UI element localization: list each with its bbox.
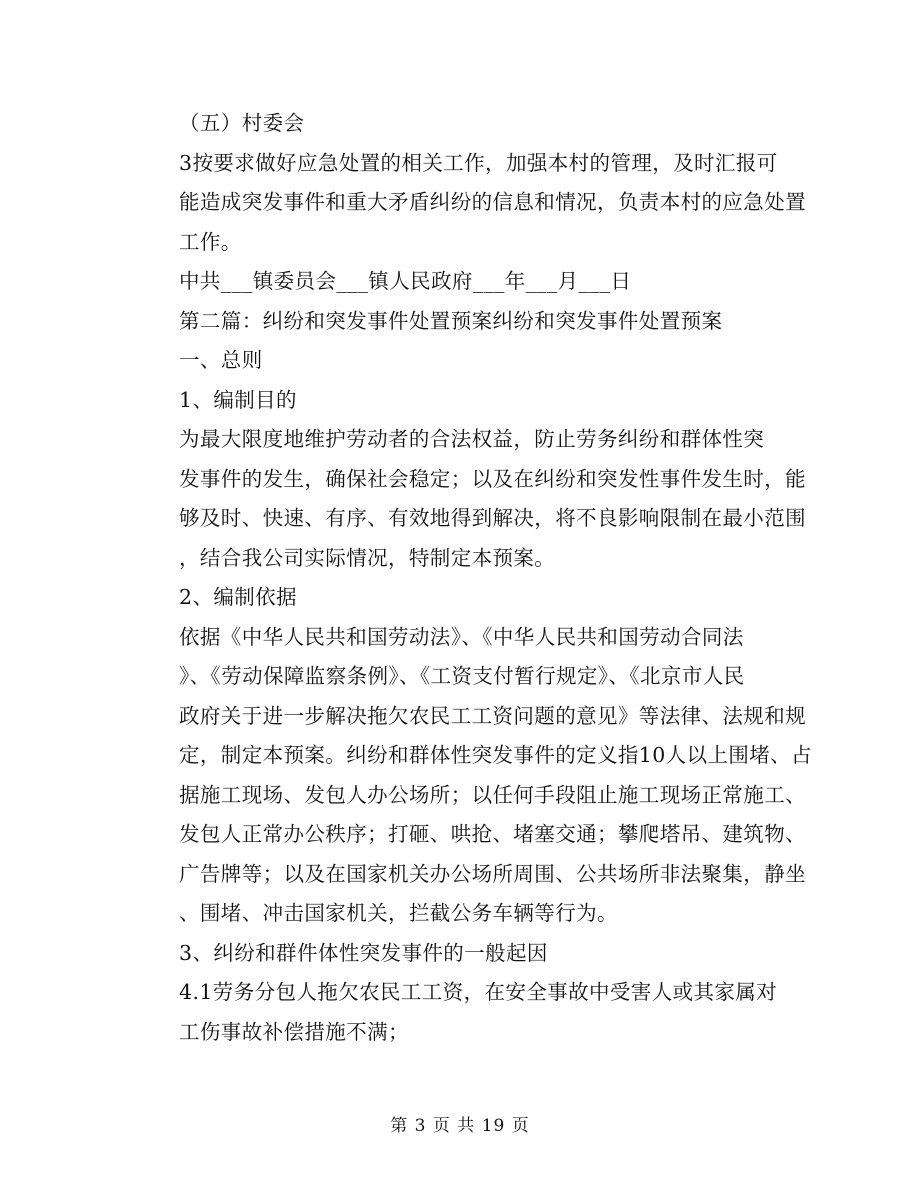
text-line: 定，制定本预案。纠纷和群体性突发事件的定义指10人以上围堵、占 <box>179 743 812 767</box>
text-line: 第二篇：纠纷和突发事件处置预案纠纷和突发事件处置预案 <box>179 308 723 333</box>
paragraph <box>138 341 778 381</box>
page-footer: 第 3 页 共 19 页 <box>390 1116 530 1136</box>
text-line: 工作。 <box>179 229 242 254</box>
text-line: 》、《劳动保障监察条例》、《工资支付暂行规定》、《北京市人民 <box>179 664 745 688</box>
text-line: 发事件的发生，确保社会稳定；以及在纠纷和突发性事件发生时，能 <box>179 466 806 491</box>
text-line: 一、总则 <box>179 348 263 372</box>
text-line: 工伤事故补偿措施不满； <box>179 1019 409 1044</box>
text-line: （五）村委会 <box>179 111 305 135</box>
text-line: 依据《中华人民共和国劳动法》、《中华人民共和国劳动合同法 <box>179 624 744 649</box>
text-line: 1、编制目的 <box>179 387 297 412</box>
paragraph <box>138 144 806 263</box>
paragraph <box>138 381 778 421</box>
text-line: 2、编制依据 <box>179 585 297 609</box>
text-line: 据施工现场、发包人办公场所；以任何手段阻止施工现场正常施工、 <box>179 782 806 807</box>
text-line: 广告牌等；以及在国家机关办公场所周围、公共场所非法聚集，静坐 <box>179 861 806 886</box>
text-line: 中共___镇委员会___镇人民政府___年___月___日 <box>179 269 632 293</box>
text-line: 为最大限度地维护劳动者的合法权益，防止劳务纠纷和群体性突 <box>179 427 765 451</box>
text-line: 、围堵、冲击国家机关，拦截公务车辆等行为。 <box>179 901 618 925</box>
text-line: 能造成突发事件和重大矛盾纠纷的信息和情况，负责本村的应急处置 <box>179 190 806 214</box>
paragraph <box>138 302 778 342</box>
paragraph <box>138 104 778 144</box>
paragraph <box>138 262 778 302</box>
document-body <box>138 104 812 1052</box>
text-line: 够及时、快速、有序、有效地得到解决，将不良影响限制在最小范围 <box>179 506 806 530</box>
text-line: 3按要求做好应急处置的相关工作，加强本村的管理，及时汇报可 <box>179 150 778 175</box>
paragraph <box>138 578 778 618</box>
paragraph <box>138 973 778 1052</box>
paragraph <box>138 420 806 578</box>
text-line: 发包人正常办公秩序；打砸、哄抢、堵塞交通；攀爬塔吊、建筑物、 <box>179 822 806 846</box>
text-line: 政府关于进一步解决拖欠农民工工资问题的意见》等法律、法规和规 <box>179 703 806 728</box>
text-line: 3、纠纷和群件体性突发事件的一般起因 <box>179 940 548 965</box>
paragraph <box>138 934 778 974</box>
text-line: 4.1劳务分包人拖欠农民工工资，在安全事故中受害人或其家属对 <box>179 980 778 1004</box>
text-line: ，结合我公司实际情况，特制定本预案。 <box>179 545 556 570</box>
paragraph <box>138 618 812 934</box>
